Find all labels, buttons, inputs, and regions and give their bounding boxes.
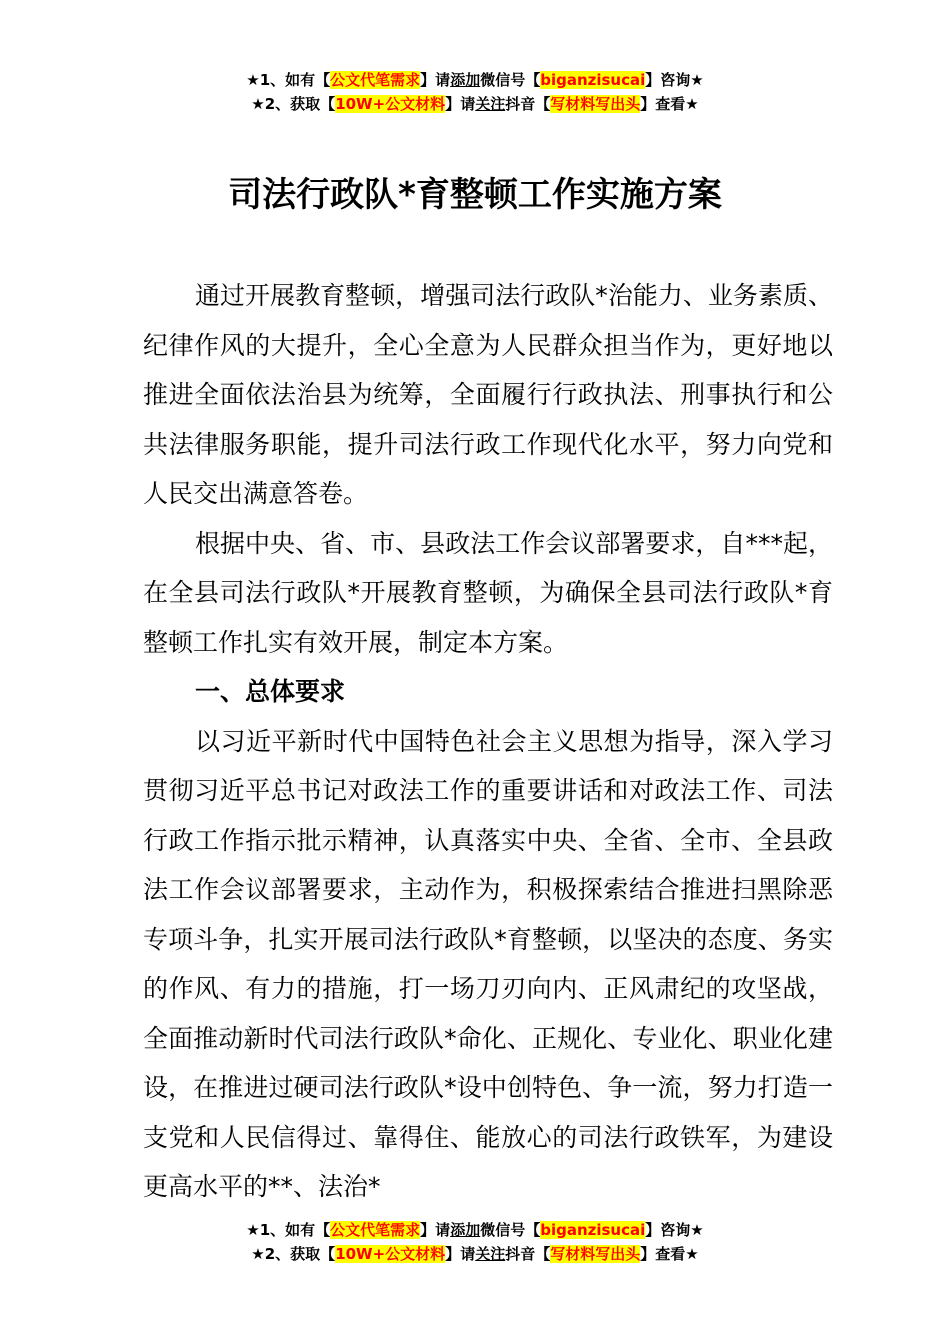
- promo-text: 】咨询★: [645, 1221, 704, 1239]
- promo-highlight: biganzisucai: [540, 71, 646, 89]
- promo-emphasis: 关注: [475, 1245, 506, 1263]
- promo-emphasis: 添加: [450, 1221, 481, 1239]
- promo-text: 】查看★: [640, 1245, 699, 1263]
- promo-highlight: 公文代笔需求: [330, 71, 421, 89]
- promo-text: 微信号【: [480, 71, 541, 89]
- promo-text: 】咨询★: [645, 71, 704, 89]
- promo-text: 】请: [445, 95, 476, 113]
- bottom-promo-banner: [0, 1218, 950, 1266]
- body-paragraph: 以习近平新时代中国特色社会主义思想为指导，深入学习贯彻习近平总书记对政法工作的重要讲话和对政法工作、司法行政工作指示批示精神，认真落实中央、全省、全市、全县政法工作会议部署要求，主动作为，积极探索结合推进扫黑除恶专项斗争，扎实开展司法行政队*育整顿，以坚决的态度、务实的作风、有力的措施，打一场刀刃向内、正风肃纪的攻坚战，全面推动新时代司法行政队*命化、正规化、专业化、职业化建设，在推进过硬司法行政队*设中创特色、争一流，努力打造一支党和人民信得过、靠得住、能放心的司法行政铁军，为建设更高水平的**、法治*: [143, 726, 833, 1201]
- promo-text: 】请: [445, 1245, 476, 1263]
- promo-text: ★2、获取【: [251, 95, 336, 113]
- promo-highlight: 10W+公文材料: [335, 95, 446, 113]
- promo-text: 】查看★: [640, 95, 699, 113]
- promo-text: 】请: [420, 71, 451, 89]
- promo-highlight: biganzisucai: [540, 1221, 646, 1239]
- section-heading: 一、总体要求: [195, 677, 346, 706]
- promo-highlight: 写材料写出头: [550, 95, 641, 113]
- body-paragraph: 根据中央、省、市、县政法工作会议部署要求，自***起，在全县司法行政队*开展教育整顿，为确保全县司法行政队*育整顿工作扎实有效开展，制定本方案。: [143, 528, 833, 657]
- body-paragraph: 通过开展教育整顿，增强司法行政队*治能力、业务素质、纪律作风的大提升，全心全意为人民群众担当作为，更好地以推进全面依法治县为统筹，全面履行行政执法、刑事执行和公共法律服务职能，提升司法行政工作现代化水平，努力向党和人民交出满意答卷。: [143, 281, 833, 508]
- promo-line-1: [0, 68, 950, 92]
- promo-text: ★1、如有【: [246, 71, 331, 89]
- promo-text: ★2、获取【: [251, 1245, 336, 1263]
- promo-text: ★1、如有【: [246, 1221, 331, 1239]
- promo-text: 】请: [420, 1221, 451, 1239]
- promo-text: 微信号【: [480, 1221, 541, 1239]
- promo-highlight: 公文代笔需求: [330, 1221, 421, 1239]
- promo-line-1: [0, 1218, 950, 1242]
- top-promo-banner: [0, 68, 950, 116]
- promo-emphasis: 关注: [475, 95, 506, 113]
- promo-emphasis: 添加: [450, 71, 481, 89]
- promo-highlight: 10W+公文材料: [335, 1245, 446, 1263]
- document-body: [143, 271, 833, 1212]
- promo-line-2: [0, 1242, 950, 1266]
- document-title: 司法行政队*育整顿工作实施方案: [228, 175, 722, 215]
- promo-highlight: 写材料写出头: [550, 1245, 641, 1263]
- promo-text: 抖音【: [505, 1245, 551, 1263]
- promo-line-2: [0, 92, 950, 116]
- promo-text: 抖音【: [505, 95, 551, 113]
